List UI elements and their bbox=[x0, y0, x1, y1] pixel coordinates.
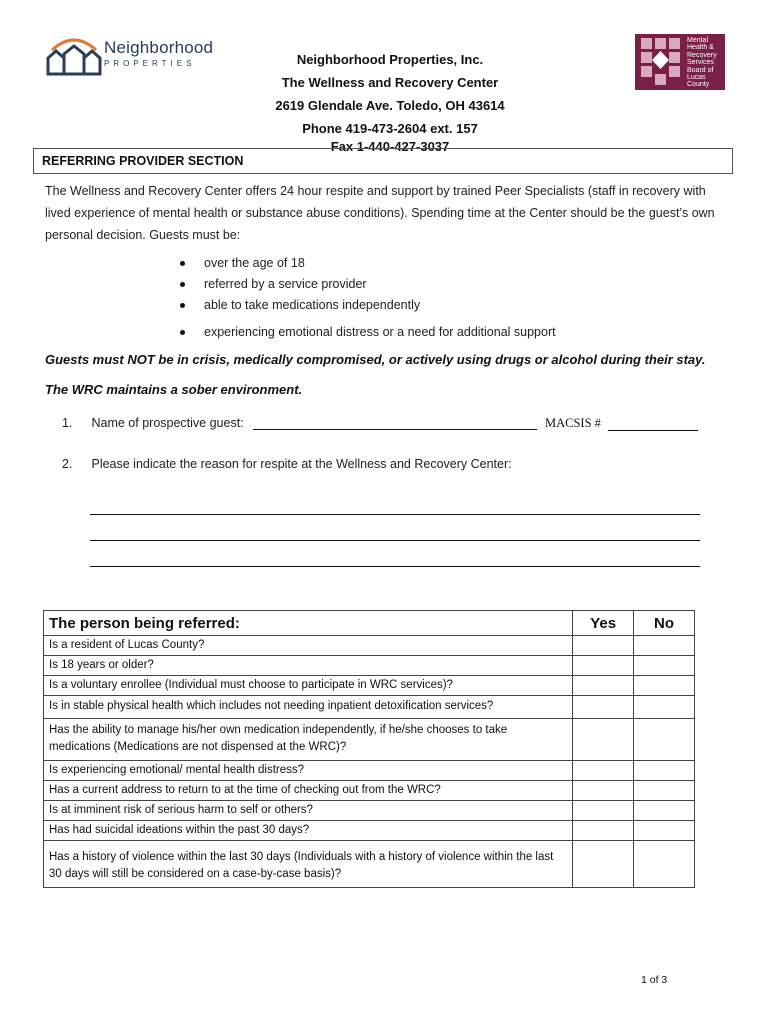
mhrsb-logo bbox=[635, 34, 725, 90]
table-row bbox=[44, 801, 695, 821]
reason-line-2[interactable] bbox=[90, 540, 700, 541]
table-row bbox=[44, 636, 695, 656]
row-question: Is 18 years or older? bbox=[44, 656, 573, 676]
list-item: experiencing emotional distress or a need for additional support bbox=[180, 322, 660, 343]
row-question: Has had suicidal ideations within the past 30 days? bbox=[44, 821, 573, 841]
table-row bbox=[44, 676, 695, 696]
organization-header bbox=[200, 48, 580, 154]
sober-notice: The WRC maintains a sober environment. bbox=[45, 382, 303, 397]
table-row bbox=[44, 841, 695, 888]
fax: Fax 1-440-427-3037 bbox=[330, 139, 450, 154]
grid-diamond-icon bbox=[637, 34, 687, 90]
row-question: Has a history of violence within the last 30 days (Individuals with a history of violence within the last 30 days will still be considered on a case-by-case basis)? bbox=[44, 841, 573, 888]
table-row bbox=[44, 696, 695, 719]
phone: Phone 419-473-2604 ext. 157 bbox=[302, 121, 478, 136]
no-cell[interactable] bbox=[634, 761, 695, 781]
table-row bbox=[44, 656, 695, 676]
table-row bbox=[44, 781, 695, 801]
section-header bbox=[33, 148, 733, 174]
row-question: Is a voluntary enrollee (Individual must choose to participate in WRC services)? bbox=[44, 676, 573, 696]
list-item: able to take medications independently bbox=[180, 295, 660, 316]
yes-cell[interactable] bbox=[573, 821, 634, 841]
address: 2619 Glendale Ave. Toledo, OH 43614 bbox=[275, 98, 505, 113]
no-cell[interactable] bbox=[634, 696, 695, 719]
reason-line-1[interactable] bbox=[90, 514, 700, 515]
row-question: Is at imminent risk of serious harm to self or others? bbox=[44, 801, 573, 821]
no-cell[interactable] bbox=[634, 719, 695, 761]
yes-cell[interactable] bbox=[573, 656, 634, 676]
yes-cell[interactable] bbox=[573, 801, 634, 821]
no-cell[interactable] bbox=[634, 781, 695, 801]
center-name: The Wellness and Recovery Center bbox=[281, 75, 499, 90]
yes-cell[interactable] bbox=[573, 636, 634, 656]
yes-cell[interactable] bbox=[573, 761, 634, 781]
table-row bbox=[44, 761, 695, 781]
row-question: Has a current address to return to at the time of checking out from the WRC? bbox=[44, 781, 573, 801]
reason-line-3[interactable] bbox=[90, 566, 700, 567]
table-title: The person being referred: bbox=[44, 611, 573, 636]
section-title: REFERRING PROVIDER SECTION bbox=[42, 154, 244, 168]
macsis-field[interactable] bbox=[608, 418, 698, 431]
yes-header: Yes bbox=[573, 611, 634, 636]
logo-word: Neighborhood bbox=[104, 38, 214, 57]
crisis-warning: Guests must NOT be in crisis, medically compromised, or actively using drugs or alcohol during their stay. bbox=[45, 352, 706, 367]
no-cell[interactable] bbox=[634, 676, 695, 696]
question-number: 2. bbox=[62, 457, 73, 471]
logo-sub: PROPERTIES bbox=[104, 59, 196, 68]
houses-icon bbox=[46, 34, 102, 76]
no-cell[interactable] bbox=[634, 841, 695, 888]
yes-cell[interactable] bbox=[573, 676, 634, 696]
table-row bbox=[44, 719, 695, 761]
list-item: over the age of 18 bbox=[180, 253, 660, 274]
question-guest-name bbox=[62, 416, 537, 430]
yes-cell[interactable] bbox=[573, 841, 634, 888]
table-header-row bbox=[44, 611, 695, 636]
macsis-label: MACSIS # bbox=[545, 416, 601, 430]
seal-text: Mental Health & Recovery Services Board of Lucas County bbox=[687, 37, 717, 89]
neighborhood-logo bbox=[46, 34, 226, 76]
guest-name-field[interactable] bbox=[253, 417, 537, 430]
yes-cell[interactable] bbox=[573, 719, 634, 761]
no-cell[interactable] bbox=[634, 656, 695, 676]
yes-cell[interactable] bbox=[573, 781, 634, 801]
no-cell[interactable] bbox=[634, 636, 695, 656]
question-label: Please indicate the reason for respite at the Wellness and Recovery Center: bbox=[91, 457, 512, 471]
intro-paragraph: The Wellness and Recovery Center offers 24 hour respite and support by trained Peer Specialists (staff in recovery with lived experience of mental health or substance abuse conditions). Spending time at the Center should be the guest’s own personal decision. Guests must be: bbox=[45, 184, 715, 242]
macsis-question bbox=[545, 416, 698, 431]
question-reason bbox=[62, 457, 512, 471]
no-cell[interactable] bbox=[634, 801, 695, 821]
page-number: 1 of 3 bbox=[641, 974, 668, 986]
question-number: 1. bbox=[62, 416, 73, 430]
row-question: Is a resident of Lucas County? bbox=[44, 636, 573, 656]
referral-checklist-table bbox=[43, 610, 695, 888]
row-question: Has the ability to manage his/her own medication independently, if he/she chooses to take medications (Medications are not dispensed at the WRC)? bbox=[44, 719, 573, 761]
yes-cell[interactable] bbox=[573, 696, 634, 719]
list-item: referred by a service provider bbox=[180, 274, 660, 295]
row-question: Is experiencing emotional/ mental health distress? bbox=[44, 761, 573, 781]
org-name: Neighborhood Properties, Inc. bbox=[296, 52, 484, 67]
no-cell[interactable] bbox=[634, 821, 695, 841]
row-question: Is in stable physical health which includes not needing inpatient detoxification services? bbox=[44, 696, 573, 719]
question-label: Name of prospective guest: bbox=[91, 416, 244, 430]
table-row bbox=[44, 821, 695, 841]
no-header: No bbox=[634, 611, 695, 636]
requirements-list bbox=[180, 253, 660, 343]
